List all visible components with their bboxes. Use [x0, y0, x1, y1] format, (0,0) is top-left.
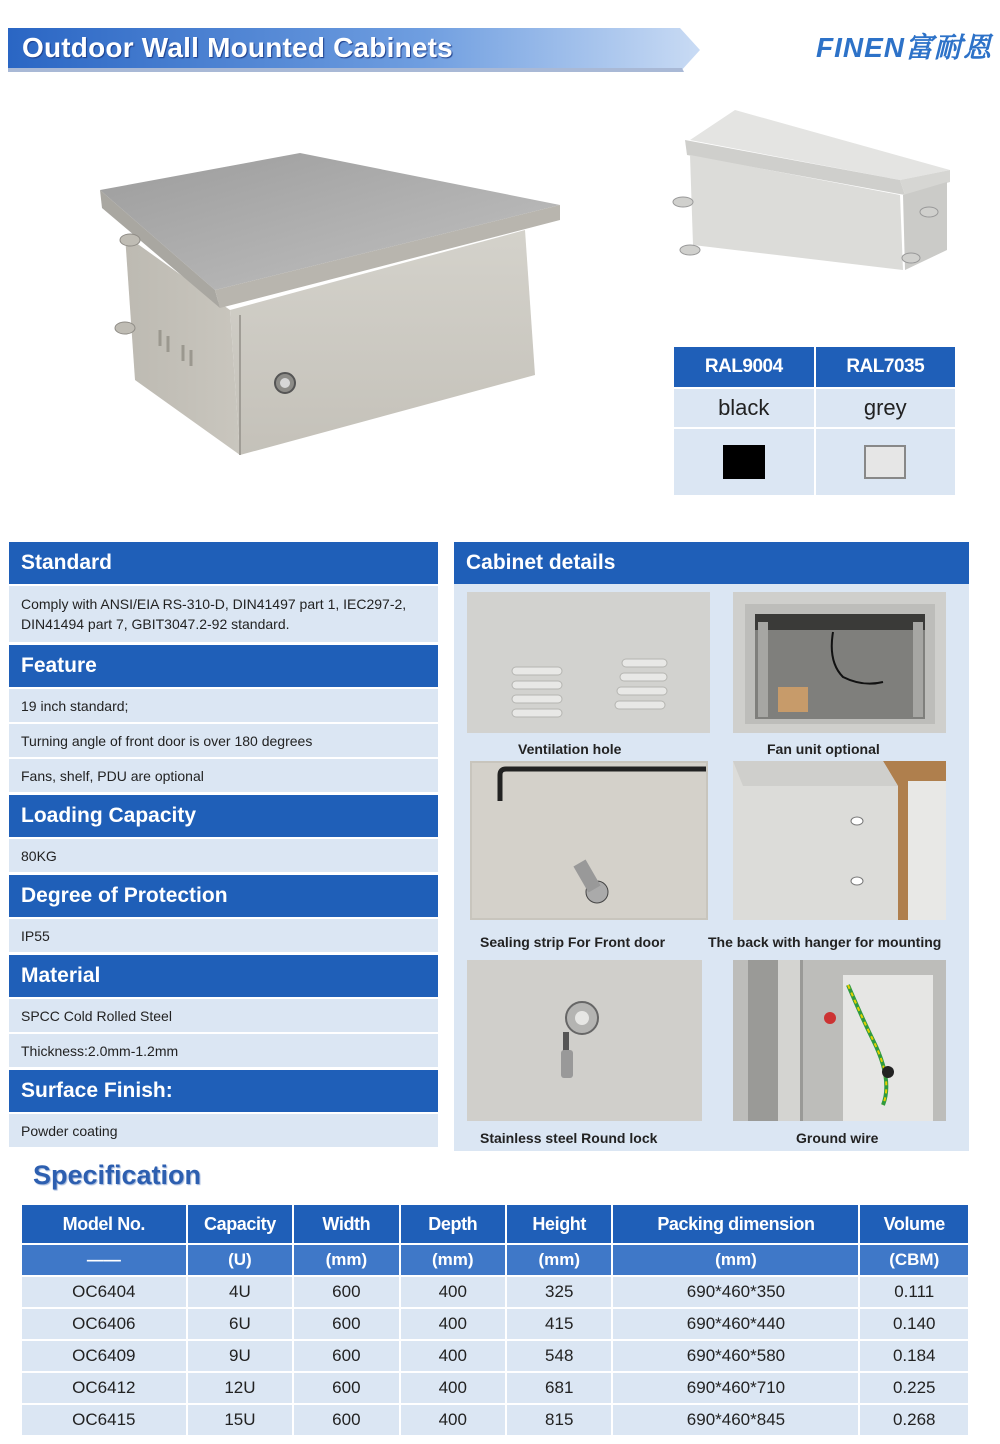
- col-header-width: Width: [294, 1205, 398, 1243]
- col-header-capacity: Capacity: [188, 1205, 292, 1243]
- grey-swatch: [864, 445, 906, 479]
- table-cell: 400: [401, 1277, 505, 1307]
- col-header-volume: Volume: [860, 1205, 968, 1243]
- round-lock-photo: [467, 960, 702, 1121]
- specification-title: Specification: [33, 1160, 202, 1190]
- table-cell: 12U: [188, 1373, 292, 1403]
- table-cell: OC6412: [22, 1373, 186, 1403]
- standard-line-1: Comply with ANSI/EIA RS-310-D, DIN41497 part 1, IEC297-2,: [21, 596, 407, 612]
- table-cell: 0.268: [860, 1405, 968, 1435]
- loading-capacity-value: 80KG: [9, 839, 438, 872]
- table-cell: 4U: [188, 1277, 292, 1307]
- protection-heading: Degree of Protection: [9, 875, 438, 917]
- feature-item: Fans, shelf, PDU are optional: [9, 759, 438, 792]
- color-name-grey: grey: [816, 389, 956, 427]
- unit-cell: (U): [188, 1245, 292, 1275]
- table-cell: 400: [401, 1405, 505, 1435]
- color-code-ral9004: RAL9004: [674, 347, 814, 387]
- black-swatch: [723, 445, 765, 479]
- unit-cell: (mm): [401, 1245, 505, 1275]
- table-cell: 325: [507, 1277, 611, 1307]
- page-title: Outdoor Wall Mounted Cabinets: [22, 32, 453, 63]
- sealing-strip-photo: [470, 761, 708, 920]
- standard-heading: Standard: [9, 542, 438, 584]
- loading-capacity-heading: Loading Capacity: [9, 795, 438, 837]
- table-cell: 415: [507, 1309, 611, 1339]
- unit-cell: ——: [22, 1245, 186, 1275]
- title-banner: [8, 28, 698, 72]
- table-row: [22, 1405, 968, 1435]
- table-cell: 815: [507, 1405, 611, 1435]
- table-cell: OC6404: [22, 1277, 186, 1307]
- back-hanger-photo: [733, 761, 946, 920]
- table-cell: OC6409: [22, 1341, 186, 1371]
- standard-text: [9, 586, 438, 642]
- material-heading: Material: [9, 955, 438, 997]
- feature-heading: Feature: [9, 645, 438, 687]
- table-cell: 690*460*580: [613, 1341, 858, 1371]
- spec-sections: [9, 542, 438, 1147]
- caption-fan-unit: Fan unit optional: [767, 741, 880, 757]
- table-row: [22, 1373, 968, 1403]
- caption-sealing-strip: Sealing strip For Front door: [480, 934, 666, 950]
- table-cell: 600: [294, 1373, 398, 1403]
- color-name-black: black: [674, 389, 814, 427]
- table-cell: 0.184: [860, 1341, 968, 1371]
- col-header-packing: Packing dimension: [613, 1205, 858, 1243]
- color-code-ral7035: RAL7035: [816, 347, 956, 387]
- table-cell: 600: [294, 1277, 398, 1307]
- caption-back-hanger: The back with hanger for mounting: [708, 934, 942, 950]
- table-cell: 690*460*440: [613, 1309, 858, 1339]
- surface-finish-heading: Surface Finish:: [9, 1070, 438, 1112]
- units-row: [22, 1245, 968, 1275]
- unit-cell: (mm): [294, 1245, 398, 1275]
- table-cell: 15U: [188, 1405, 292, 1435]
- unit-cell: (mm): [507, 1245, 611, 1275]
- specification-table: [20, 1203, 970, 1437]
- table-cell: 690*460*845: [613, 1405, 858, 1435]
- table-cell: 548: [507, 1341, 611, 1371]
- main-cabinet-image: [90, 150, 570, 480]
- table-cell: 600: [294, 1309, 398, 1339]
- caption-round-lock: Stainless steel Round lock: [480, 1130, 658, 1146]
- ground-wire-photo: [733, 960, 946, 1121]
- col-header-depth: Depth: [401, 1205, 505, 1243]
- table-row: [22, 1341, 968, 1371]
- table-cell: 0.140: [860, 1309, 968, 1339]
- grey-cabinet-image: [665, 110, 955, 280]
- surface-finish-value: Powder coating: [9, 1114, 438, 1147]
- table-cell: 690*460*710: [613, 1373, 858, 1403]
- table-row: [22, 1309, 968, 1339]
- color-options-table: [674, 347, 955, 495]
- fan-unit-photo: [733, 592, 946, 733]
- table-cell: 400: [401, 1341, 505, 1371]
- cabinet-details-heading: Cabinet details: [454, 542, 969, 584]
- table-cell: 600: [294, 1405, 398, 1435]
- table-cell: 6U: [188, 1309, 292, 1339]
- table-cell: 400: [401, 1373, 505, 1403]
- table-cell: 400: [401, 1309, 505, 1339]
- caption-ground-wire: Ground wire: [796, 1130, 879, 1146]
- unit-cell: (CBM): [860, 1245, 968, 1275]
- feature-item: Turning angle of front door is over 180 degrees: [9, 724, 438, 757]
- table-cell: 0.225: [860, 1373, 968, 1403]
- table-cell: OC6406: [22, 1309, 186, 1339]
- caption-ventilation-hole: Ventilation hole: [518, 741, 622, 757]
- ventilation-photo: [467, 592, 710, 733]
- material-item: Thickness:2.0mm-1.2mm: [9, 1034, 438, 1067]
- table-cell: 681: [507, 1373, 611, 1403]
- standard-line-2: DIN41494 part 7, GBIT3047.2-92 standard.: [21, 616, 290, 632]
- table-cell: 600: [294, 1341, 398, 1371]
- brand-logo: FINEN富耐恩: [816, 32, 993, 63]
- unit-cell: (mm): [613, 1245, 858, 1275]
- table-cell: OC6415: [22, 1405, 186, 1435]
- protection-value: IP55: [9, 919, 438, 952]
- table-cell: 9U: [188, 1341, 292, 1371]
- feature-item: 19 inch standard;: [9, 689, 438, 722]
- col-header-model: Model No.: [22, 1205, 186, 1243]
- table-cell: 0.111: [860, 1277, 968, 1307]
- col-header-height: Height: [507, 1205, 611, 1243]
- cabinet-details-panel: [454, 542, 969, 1151]
- table-cell: 690*460*350: [613, 1277, 858, 1307]
- table-row: [22, 1277, 968, 1307]
- material-item: SPCC Cold Rolled Steel: [9, 999, 438, 1032]
